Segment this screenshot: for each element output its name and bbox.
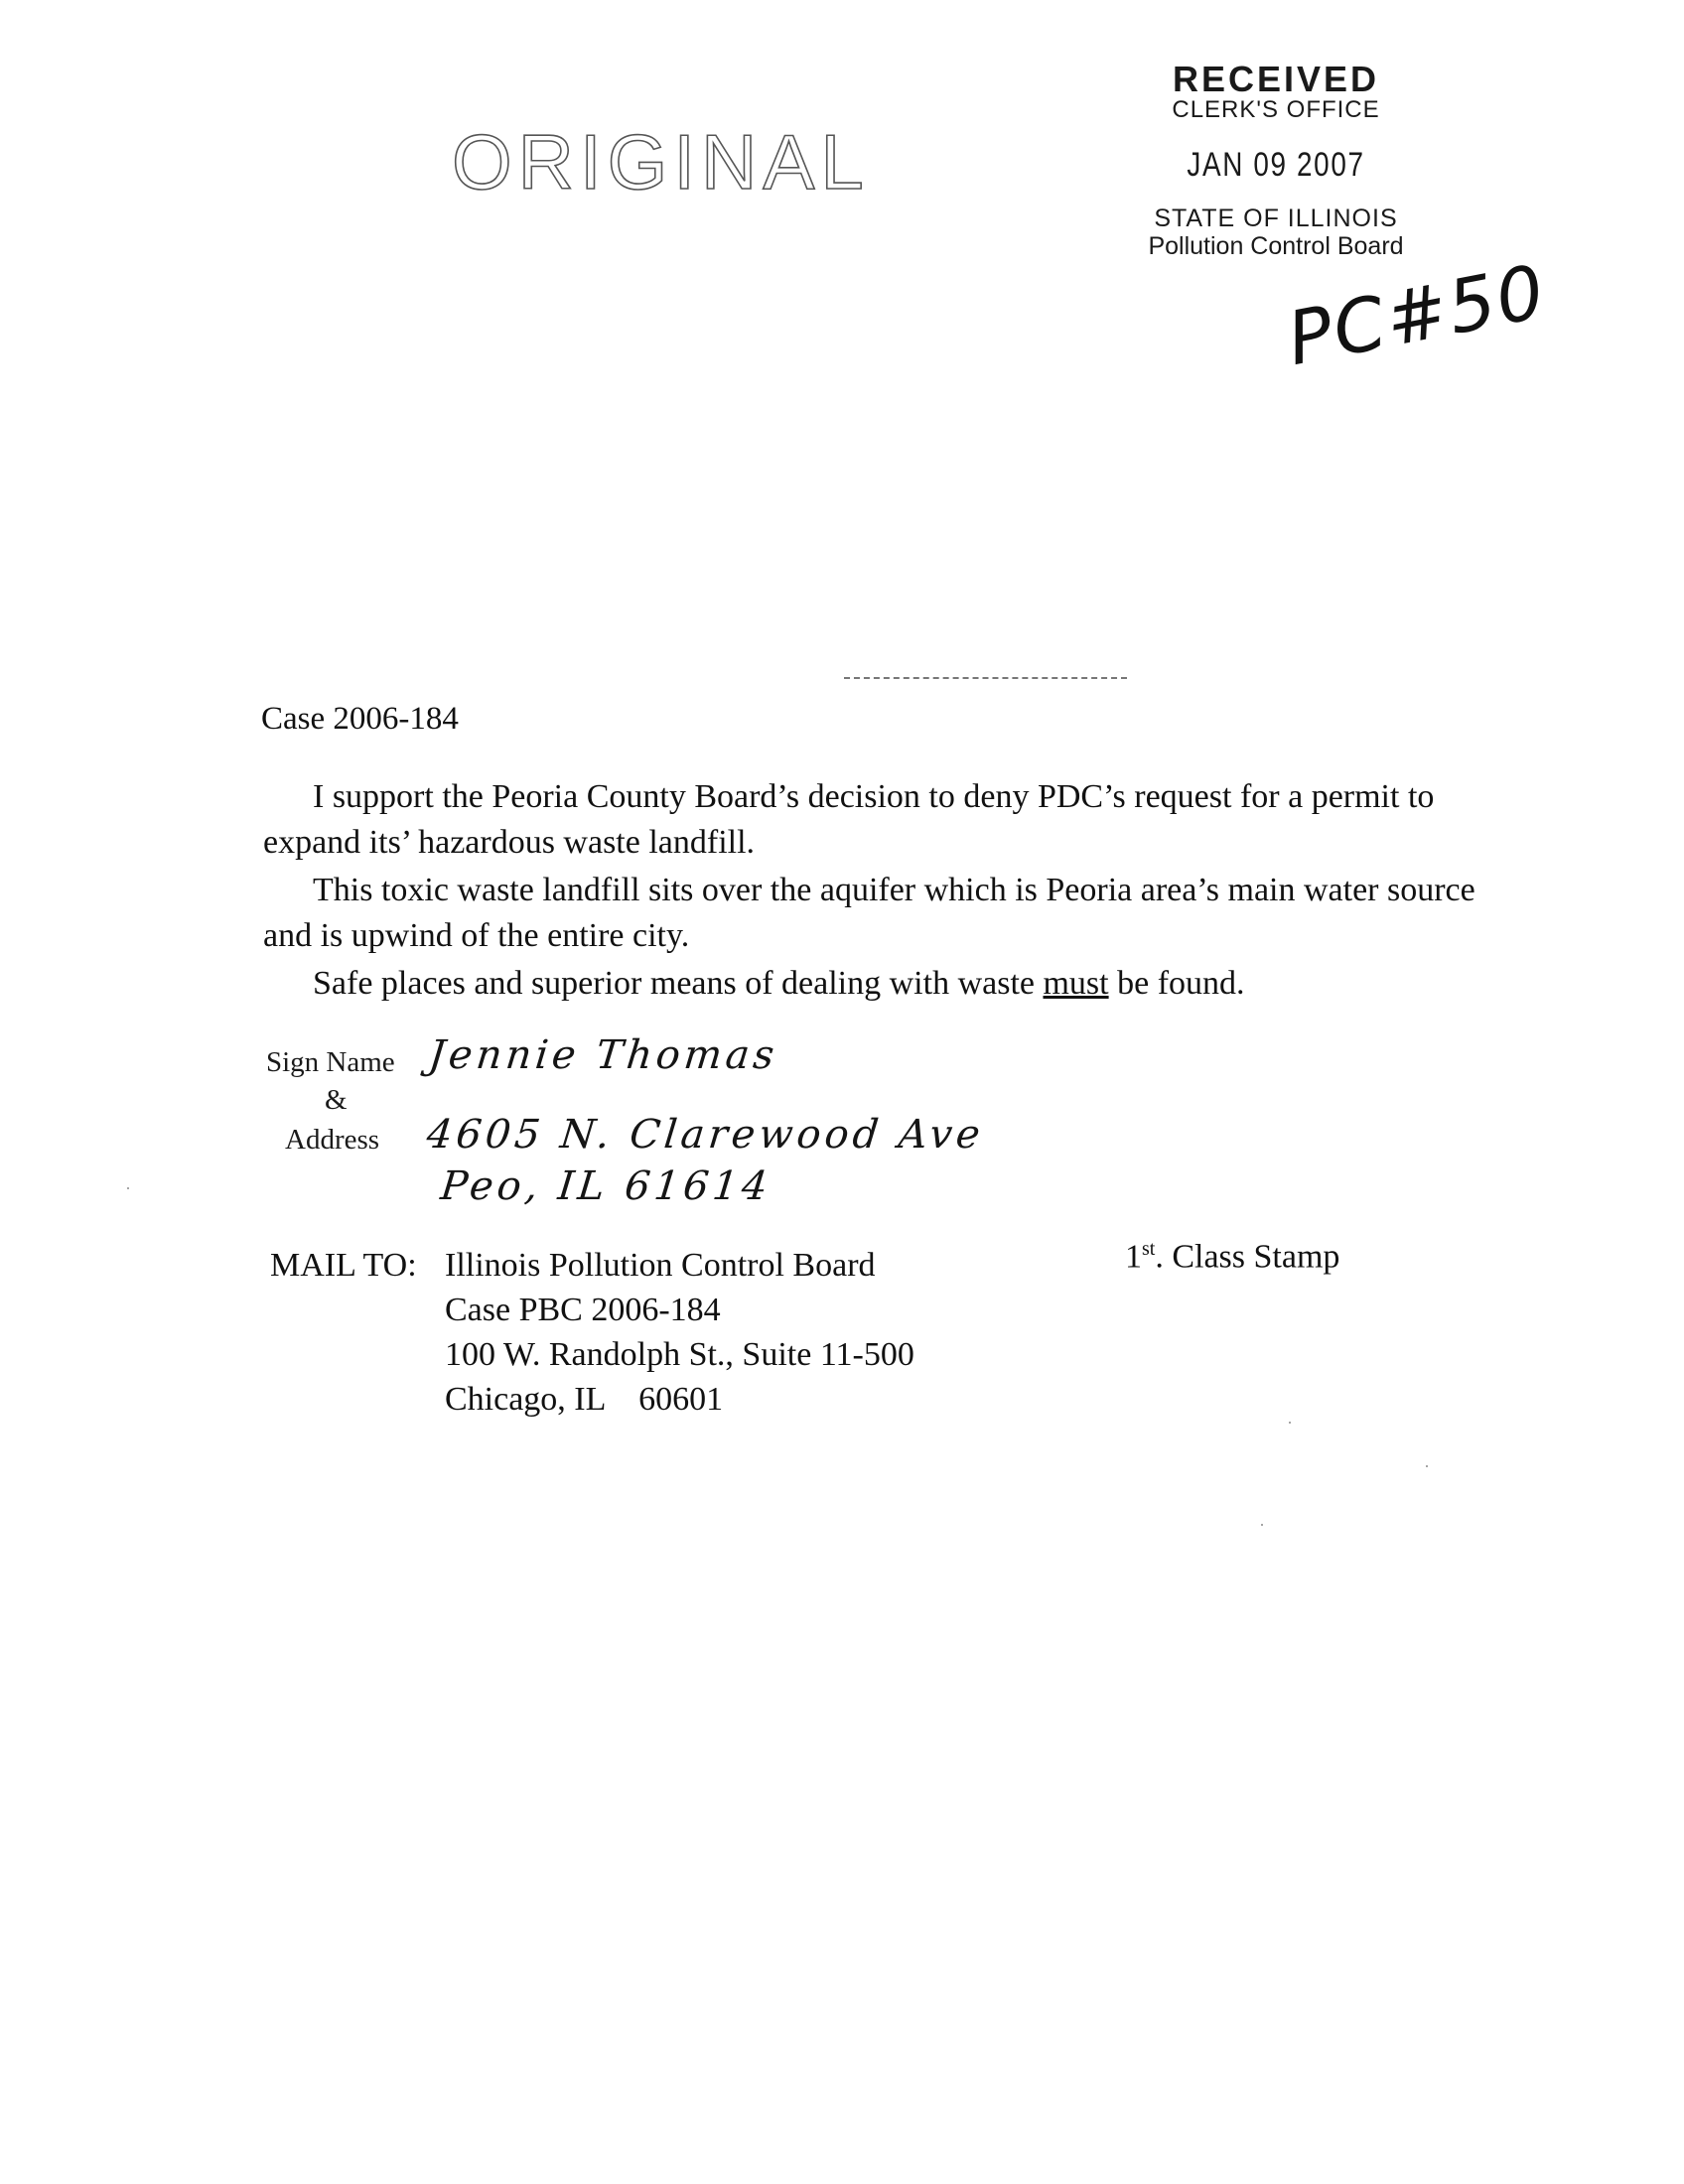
- original-stamp: ORIGINAL: [452, 118, 870, 205]
- received-title: RECEIVED: [1172, 59, 1380, 99]
- paragraph-safe-places: [263, 961, 1484, 1007]
- handwritten-address-line1: 4605 N. Clarewood Ave: [424, 1112, 987, 1158]
- mail-city: Chicago, IL 60601: [445, 1381, 724, 1418]
- stamp-superscript: st: [1142, 1238, 1156, 1260]
- paragraph-safe-places-end: be found.: [1108, 965, 1245, 1002]
- scan-speck: [1289, 1422, 1291, 1424]
- stamp-text: . Class Stamp: [1155, 1238, 1340, 1276]
- received-stamp: [1127, 59, 1425, 260]
- received-office: CLERK'S OFFICE: [1172, 96, 1380, 123]
- mail-recipient: Illinois Pollution Control Board: [445, 1247, 876, 1284]
- scan-speck: [1261, 1524, 1263, 1526]
- mailing-address: [270, 1243, 914, 1422]
- dashed-divider: [844, 677, 1127, 679]
- handwritten-signature: Jennie Thomas: [426, 1032, 780, 1078]
- mail-line-1: [270, 1243, 914, 1288]
- handwritten-address-line2: Peo, IL 61614: [438, 1163, 774, 1209]
- sign-name-label: Sign Name: [266, 1046, 395, 1078]
- emphasis-must: must: [1043, 965, 1109, 1002]
- mail-to-label: MAIL TO:: [270, 1247, 417, 1284]
- case-number: Case 2006-184: [261, 701, 459, 737]
- scan-speck: [1426, 1465, 1428, 1467]
- paragraph-support: I support the Peoria County Board’s decision to deny PDC’s request for a permit to expand its’ hazardous waste landfill.: [263, 778, 1435, 861]
- scan-speck: [127, 1187, 129, 1189]
- ampersand-label: &: [325, 1084, 348, 1116]
- mail-street: 100 W. Randolph St., Suite 11-500: [445, 1336, 914, 1373]
- received-board: Pollution Control Board: [1148, 232, 1404, 260]
- received-state: STATE OF ILLINOIS: [1154, 205, 1398, 232]
- received-date: JAN 09 2007: [1187, 146, 1365, 184]
- address-label: Address: [285, 1124, 380, 1156]
- first-class-stamp-note: [1125, 1238, 1339, 1276]
- pc-number-mark: PC#50: [1280, 248, 1553, 383]
- letter-body: [263, 774, 1484, 1009]
- paragraph-aquifer: This toxic waste landfill sits over the aquifer which is Peoria area’s main water source and is upwind of the entire city.: [263, 872, 1475, 954]
- paragraph-safe-places-start: Safe places and superior means of dealing with waste: [313, 965, 1044, 1002]
- mail-case: Case PBC 2006-184: [445, 1292, 721, 1328]
- stamp-number: 1: [1125, 1238, 1142, 1276]
